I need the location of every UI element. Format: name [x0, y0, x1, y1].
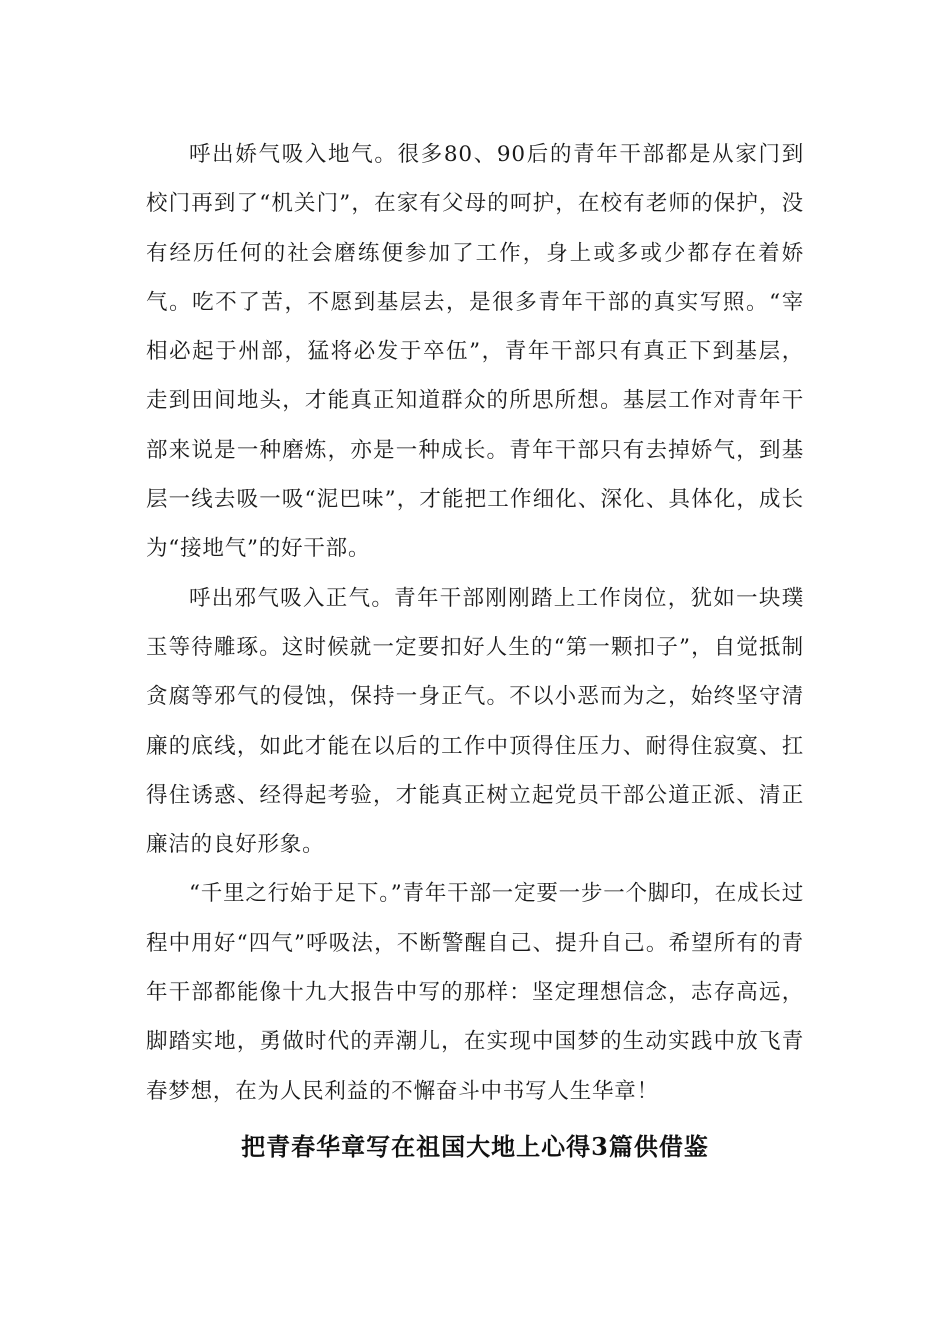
document-body [146, 130, 804, 1116]
paragraph-2: 呼出邪气吸入正气。青年干部刚刚踏上工作岗位，犹如一块璞玉等待雕琢。这时候就一定要扣好人生的“第一颗扣子”，自觉抵制贪腐等邪气的侵蚀，保持一身正气。不以小恶而为之，始终坚守清廉的底线，如此才能在以后的工作中顶得住压力、耐得住寂寞、扛得住诱惑、经得起考验，才能真正树立起党员干部公道正派、清正廉洁的良好形象。 [146, 585, 804, 858]
section-heading: 把青春华章写在祖国大地上心得3篇供借鉴 [241, 1132, 709, 1161]
paragraph-1: 呼出娇气吸入地气。很多80、90后的青年干部都是从家门到校门再到了“机关门”，在家有父母的呵护，在校有老师的保护，没有经历任何的社会磨练便参加了工作，身上或多或少都存在着娇气。吃不了苦，不愿到基层去，是很多青年干部的真实写照。“宰相必起于州部，猛将必发于卒伍”，青年干部只有真正下到基层，走到田间地头，才能真正知道群众的所思所想。基层工作对青年干部来说是一种磨炼，亦是一种成长。青年干部只有去掉娇气，到基层一线去吸一吸“泥巴味”，才能把工作细化、深化、具体化，成长为“接地气”的好干部。 [146, 142, 804, 562]
paragraph-3: “千里之行始于足下。”青年干部一定要一步一个脚印，在成长过程中用好“四气”呼吸法，不断警醒自己、提升自己。希望所有的青年干部都能像十九大报告中写的那样：坚定理想信念，志存高远，脚踏实地，勇做时代的弄潮儿，在实现中国梦的生动实践中放飞青春梦想，在为人民利益的不懈奋斗中书写人生华章！ [146, 881, 804, 1104]
